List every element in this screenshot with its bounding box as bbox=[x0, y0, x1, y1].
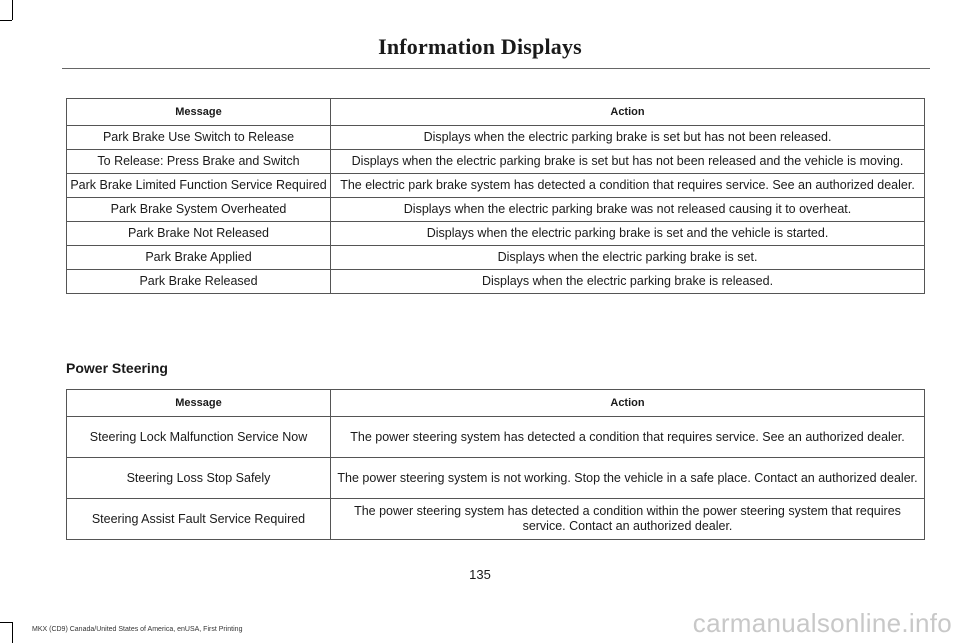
title-divider bbox=[62, 68, 930, 69]
table-header-row bbox=[67, 99, 925, 126]
message-cell: Park Brake Limited Function Service Required bbox=[67, 174, 331, 198]
action-cell: The power steering system is not working. Stop the vehicle in a safe place. Contact an authorized dealer. bbox=[331, 458, 925, 499]
crop-mark bbox=[0, 20, 12, 21]
action-cell: The electric park brake system has detected a condition that requires service. See an authorized dealer. bbox=[331, 174, 925, 198]
action-cell: The power steering system has detected a condition that requires service. See an authorized dealer. bbox=[331, 417, 925, 458]
column-header-action: Action bbox=[331, 390, 925, 417]
message-cell: Park Brake System Overheated bbox=[67, 198, 331, 222]
edition-footer: MKX (CD9) Canada/United States of America, enUSA, First Printing bbox=[32, 626, 243, 633]
crop-mark bbox=[12, 622, 13, 643]
message-cell: Steering Loss Stop Safely bbox=[67, 458, 331, 499]
table-row bbox=[67, 150, 925, 174]
action-cell: Displays when the electric parking brake is set but has not been released and the vehicle is moving. bbox=[331, 150, 925, 174]
page-title: Information Displays bbox=[378, 34, 582, 59]
section-heading-power-steering: Power Steering bbox=[66, 360, 168, 376]
action-cell: Displays when the electric parking brake is set and the vehicle is started. bbox=[331, 222, 925, 246]
message-cell: Park Brake Not Released bbox=[67, 222, 331, 246]
table-row bbox=[67, 246, 925, 270]
table-row bbox=[67, 222, 925, 246]
power-steering-messages-table bbox=[66, 389, 925, 540]
message-cell: Steering Assist Fault Service Required bbox=[67, 499, 331, 540]
table-row bbox=[67, 417, 925, 458]
message-cell: To Release: Press Brake and Switch bbox=[67, 150, 331, 174]
parking-brake-messages-table bbox=[66, 98, 925, 294]
action-cell: Displays when the electric parking brake was not released causing it to overheat. bbox=[331, 198, 925, 222]
column-header-message: Message bbox=[67, 390, 331, 417]
column-header-action: Action bbox=[331, 99, 925, 126]
table-row bbox=[67, 174, 925, 198]
table-row bbox=[67, 270, 925, 294]
table-row bbox=[67, 458, 925, 499]
crop-mark bbox=[12, 0, 13, 20]
watermark: carmanualsonline.info bbox=[692, 608, 952, 638]
message-cell: Park Brake Applied bbox=[67, 246, 331, 270]
table-header-row bbox=[67, 390, 925, 417]
action-cell: Displays when the electric parking brake is released. bbox=[331, 270, 925, 294]
crop-mark bbox=[0, 622, 12, 623]
page-number: 135 bbox=[469, 567, 491, 582]
column-header-message: Message bbox=[67, 99, 331, 126]
action-cell: Displays when the electric parking brake is set but has not been released. bbox=[331, 126, 925, 150]
table-row bbox=[67, 198, 925, 222]
table-row bbox=[67, 126, 925, 150]
message-cell: Park Brake Use Switch to Release bbox=[67, 126, 331, 150]
table-row bbox=[67, 499, 925, 540]
message-cell: Steering Lock Malfunction Service Now bbox=[67, 417, 331, 458]
message-cell: Park Brake Released bbox=[67, 270, 331, 294]
action-cell: The power steering system has detected a condition within the power steering system that requires service. Contact an authorized dealer. bbox=[331, 499, 925, 540]
action-cell: Displays when the electric parking brake is set. bbox=[331, 246, 925, 270]
